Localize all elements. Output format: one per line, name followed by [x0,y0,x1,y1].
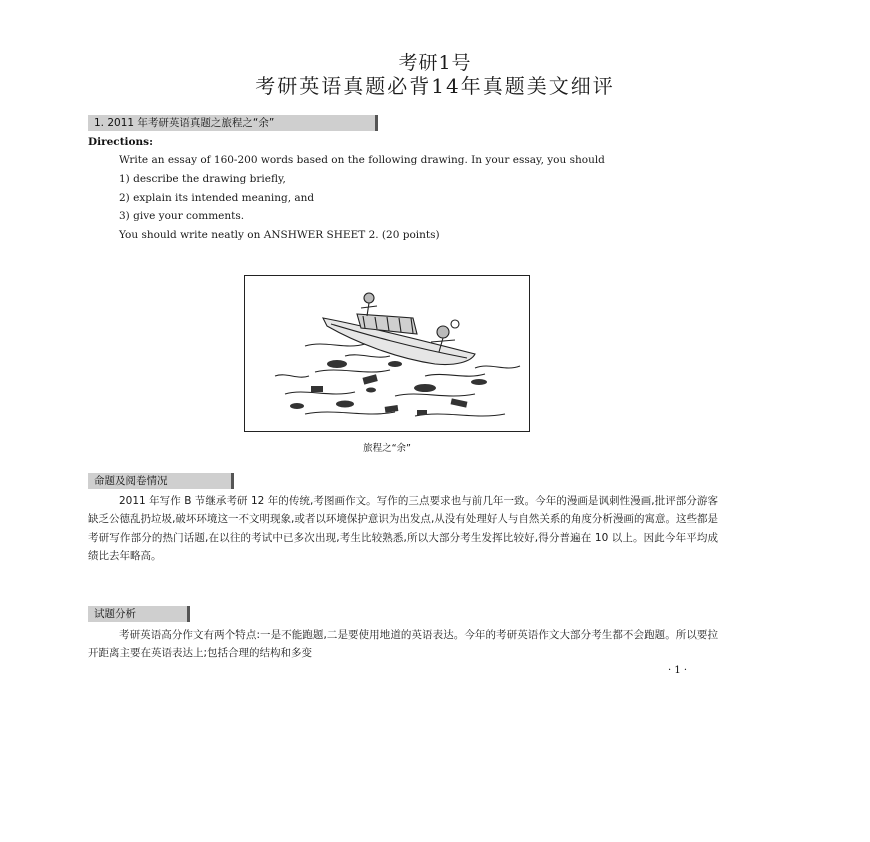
exam-overview-paragraph: 2011 年写作 B 节继承考研 12 年的传统,考图画作文。写作的三点要求也与前几年一致。今年的漫画是讽刺性漫画,批评部分游客缺乏公德乱扔垃圾,破坏环境这一不文明现象,或者以环境保护意识为出发点,从没有处理好人与自然关系的角度分析漫画的寓意。这些都是考研写作部分的热门话题,在以往的考试中已多次出现,考生比较熟悉,所以大部分考生发挥比较好,得分普遍在 10 以上。因此今年平均成绩比去年略高。 [88,495,718,563]
direction-line: 1) describe the drawing briefly, [119,173,286,185]
directions-label: Directions: [88,136,153,148]
analysis-paragraph: 考研英语高分作文有两个特点:一是不能跑题,二是要使用地道的英语表达。今年的考研英语作文大部分考生都不会跑题。所以要拉开距离主要在英语表达上;包括合理的结构和多变 [88,629,718,660]
direction-line: 2) explain its intended meaning, and [119,192,315,204]
boat-litter-illustration [245,276,528,430]
page-title-line2: 考研英语真题必背14年真题美文细评 [255,74,615,98]
direction-line: 3) give your comments. [119,210,245,222]
direction-line: Write an essay of 160-200 words based on the following drawing. In your essay, you should [119,154,605,166]
cartoon-figure [244,275,530,432]
figure-caption: 旅程之“余” [363,443,411,454]
section-heading-exam-overview: 命题及阅卷情况 [88,473,234,489]
section-heading-essay: 1. 2011 年考研英语真题之旅程之“余” [88,115,378,131]
section-heading-analysis: 试题分析 [88,606,190,622]
page-number: · 1 · [668,665,688,676]
direction-line: You should write neatly on ANSHWER SHEET 2. (20 points) [119,229,440,241]
page-title-line1: 考研1号 [398,52,472,74]
